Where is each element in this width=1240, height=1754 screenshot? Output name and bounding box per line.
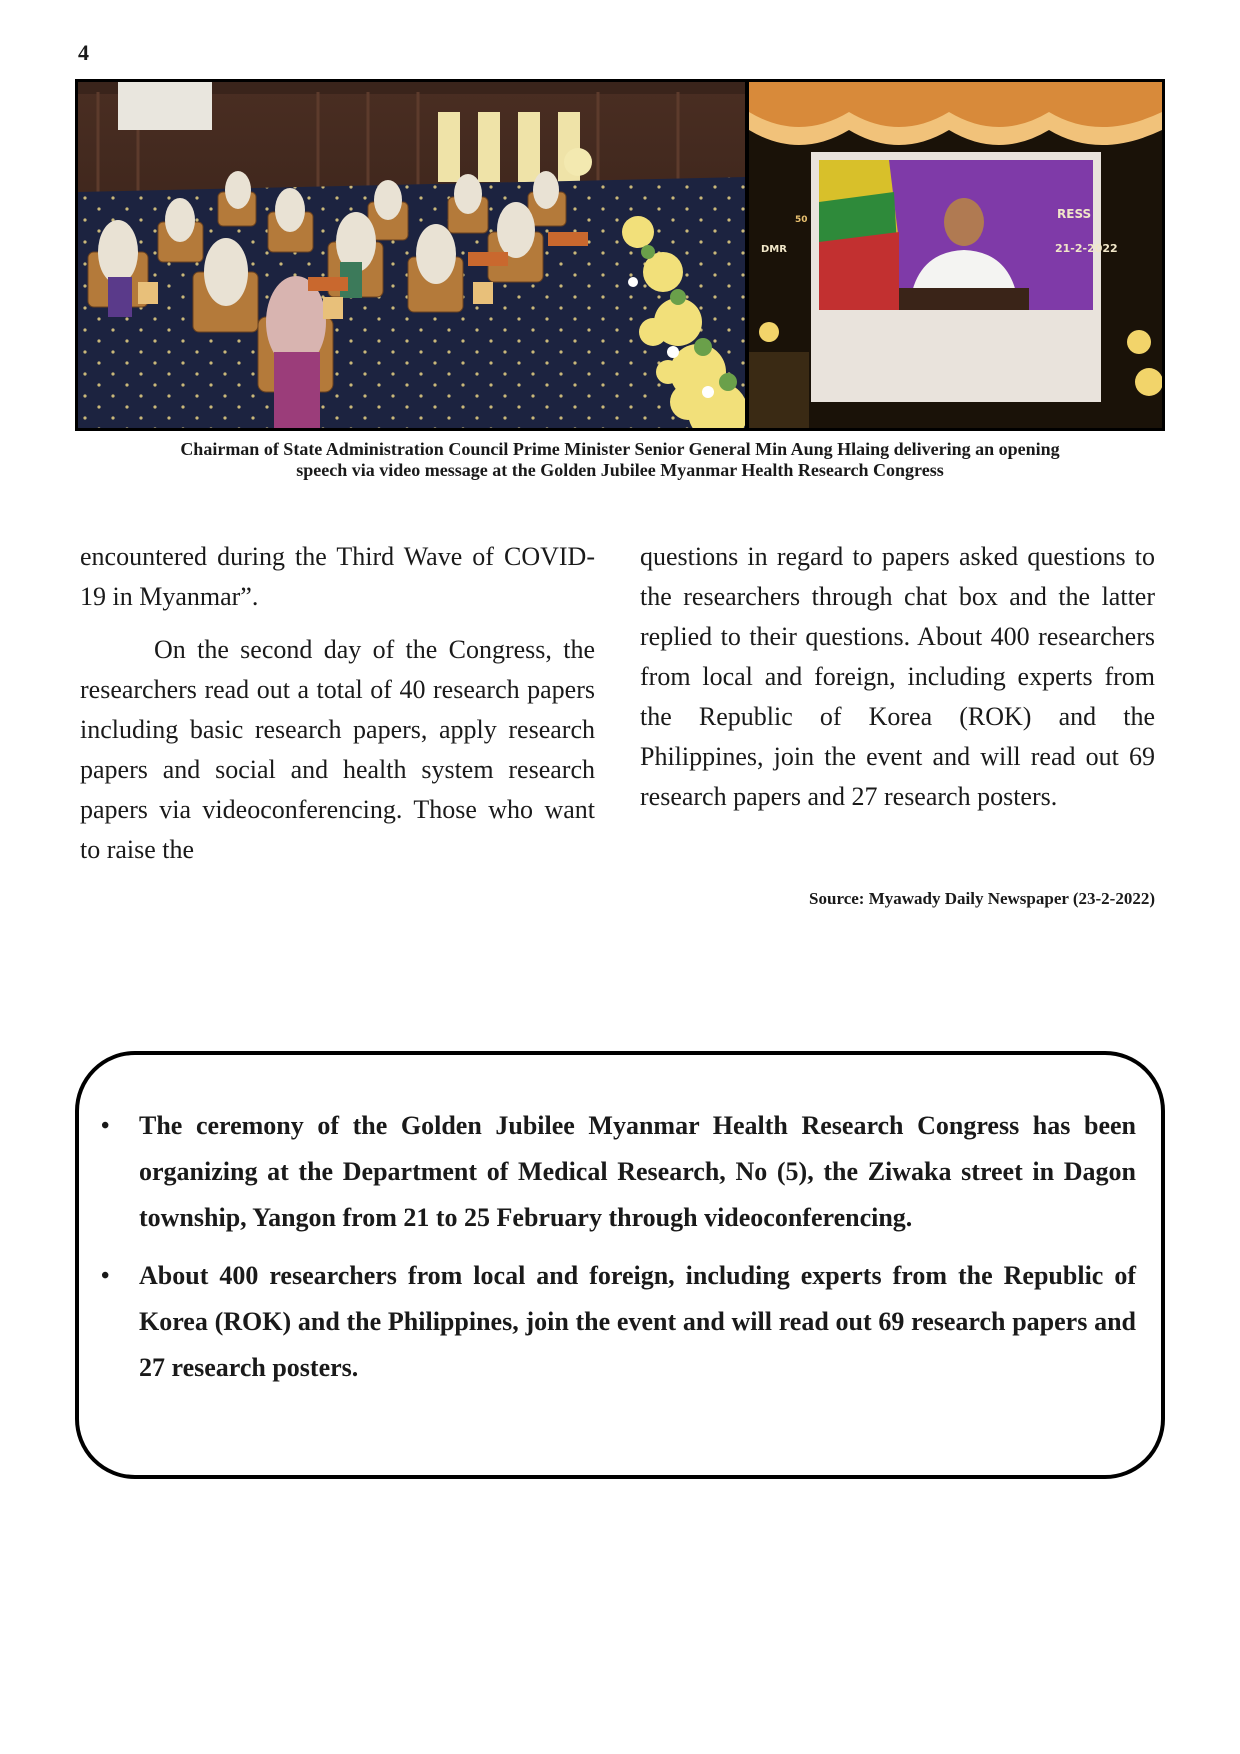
screen-text-dmr: DMR xyxy=(761,244,787,255)
screen-text-date: 21-2-2022 xyxy=(1055,242,1118,255)
bullet-icon: • xyxy=(101,1113,110,1139)
highlights-box xyxy=(75,1051,1165,1479)
highlight-text: About 400 researchers from local and foreign, including experts from the Republic of Korea (ROK) and the Philippines, join the event and will read out 69 research papers and 27 research posters. xyxy=(139,1261,1136,1382)
article-paragraph: questions in regard to papers asked questions to the researchers through chat box and the latter replied to their questions. About 400 researchers from local and foreign, including experts from the Republic of Korea (ROK) and the Philippines, join the event and will read out 69 research papers and 27 research posters. xyxy=(640,542,1155,811)
audience-hall-photo xyxy=(78,82,749,428)
article-column-right xyxy=(640,537,1155,830)
highlight-text: The ceremony of the Golden Jubilee Myanmar Health Research Congress has been organizing at the Department of Medical Research, No (5), the Ziwaka street in Dagon township, Yangon from 21 to 25 February through videoconferencing. xyxy=(139,1111,1136,1232)
highlight-item xyxy=(101,1103,1136,1241)
video-screen-illustration xyxy=(749,82,1162,428)
video-screen-photo xyxy=(749,82,1162,428)
article-paragraph: On the second day of the Congress, the researchers read out a total of 40 research papers including basic research papers, apply research papers and social and health system research papers via videoconferencing. Those who want to raise the xyxy=(80,635,595,864)
photo-strip xyxy=(75,79,1165,431)
article-column-left xyxy=(80,537,595,883)
highlight-item xyxy=(101,1253,1136,1391)
caption-line-1: Chairman of State Administration Council Prime Minister Senior General Min Aung Hlaing delivering an opening xyxy=(180,439,1060,459)
audience-hall-illustration xyxy=(78,82,745,428)
photo-caption xyxy=(90,439,1150,481)
article-paragraph: encountered during the Third Wave of COVID-19 in Myanmar”. xyxy=(80,542,595,611)
article-source: Source: Myawady Daily Newspaper (23-2-2022) xyxy=(809,889,1155,908)
caption-line-2: speech via video message at the Golden Jubilee Myanmar Health Research Congress xyxy=(296,460,944,480)
page-number: 4 xyxy=(78,40,89,65)
highlights-list xyxy=(101,1103,1136,1403)
screen-text-ress: RESS xyxy=(1057,207,1092,221)
bullet-icon: • xyxy=(101,1263,110,1289)
screen-text-50: 50 xyxy=(795,215,808,225)
